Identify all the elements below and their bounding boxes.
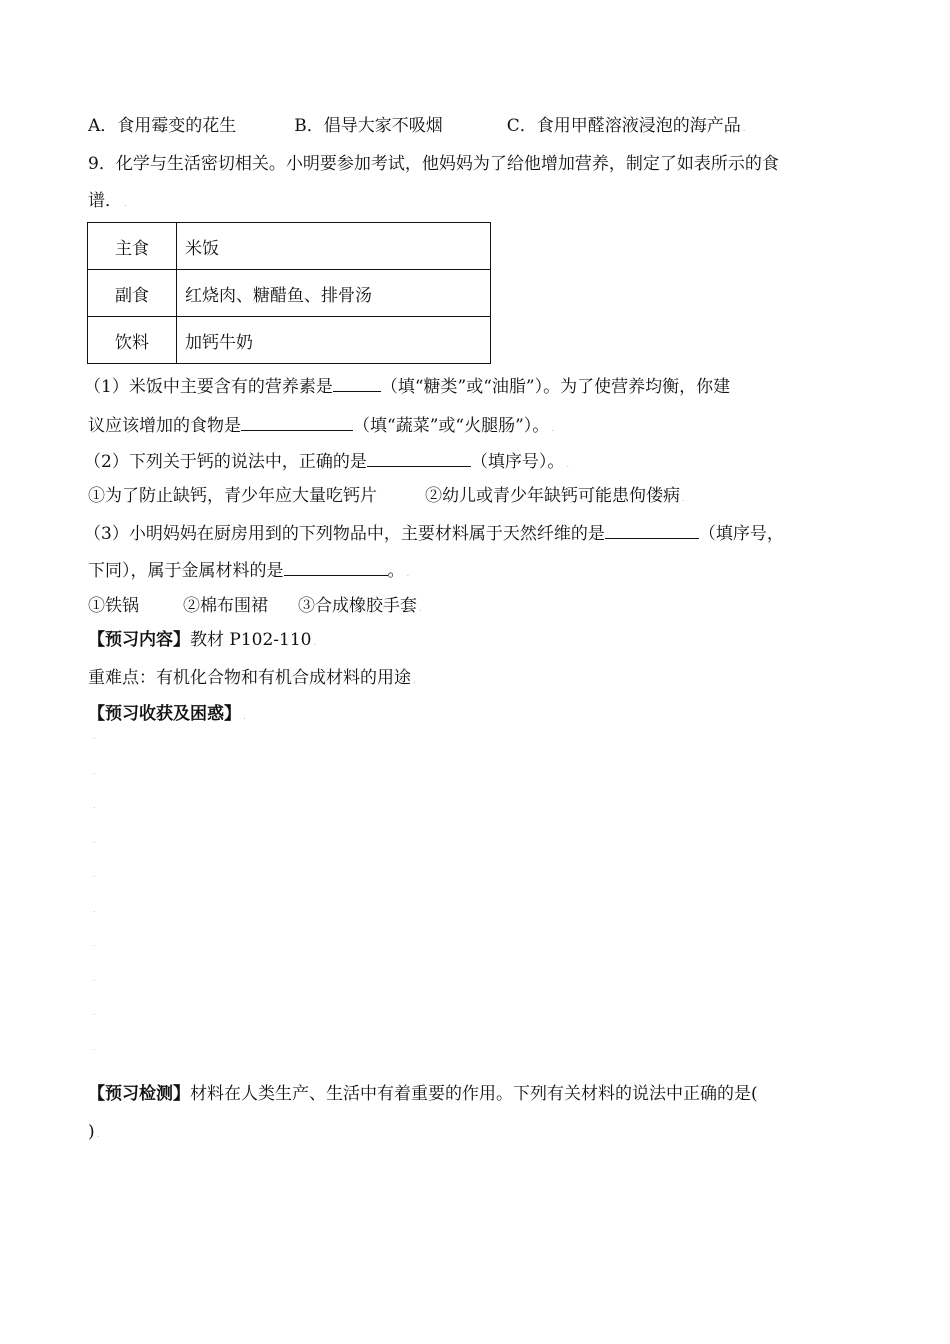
answer-blank-food[interactable] — [241, 412, 353, 431]
table-row — [88, 317, 491, 364]
part-2-options: ①为了防止缺钙，青少年应大量吃钙片 ②幼儿或青少年缺钙可能患佝偻病 . — [88, 486, 685, 506]
empty-line: . — [93, 870, 96, 879]
part-2-line: （2）下列关于钙的说法中，正确的是 （填序号）。 . — [84, 448, 569, 477]
options-row: A．食用霉变的花生 B．倡导大家不吸烟 C．食用甲醛溶液浸泡的海产品 . — [88, 116, 746, 136]
preview-content: 【预习内容】教材 P102-110 . — [88, 630, 317, 650]
answer-blank-fiber[interactable] — [605, 520, 699, 539]
empty-line: . — [93, 836, 96, 845]
question-9-stem-cont: 谱． . — [88, 191, 127, 211]
question-9-stem: 9．化学与生活密切相关。小明要参加考试，他妈妈为了给他增加营养，制定了如表所示的食 — [88, 154, 779, 174]
table-cell-items: 米饭 — [177, 223, 491, 270]
empty-line: . — [93, 732, 96, 741]
preview-check: 【预习检测】材料在人类生产、生活中有着重要的作用。下列有关材料的说法中正确的是( — [88, 1084, 758, 1104]
empty-line: . — [93, 905, 96, 914]
part-3-options: ①铁锅 ②棉布围裙 ③合成橡胶手套 . — [88, 596, 422, 616]
table-row — [88, 223, 491, 270]
empty-line: . — [93, 1043, 96, 1052]
empty-line: . — [93, 1008, 96, 1017]
table-cell-category: 主食 — [88, 223, 177, 270]
answer-blank-metal[interactable] — [284, 557, 388, 576]
part-3-line-1: （3）小明妈妈在厨房用到的下列物品中，主要材料属于天然纤维的是 （填序号， — [84, 520, 784, 546]
option-c: C．食用甲醛溶液浸泡的海产品 — [506, 116, 741, 136]
table-cell-items: 加钙牛奶 — [177, 317, 491, 364]
section-heading: 【预习收获及困惑】 — [88, 704, 241, 724]
key-points: 重难点：有机化合物和有机合成材料的用途 . — [88, 668, 416, 688]
answer-blank-calcium[interactable] — [367, 448, 471, 467]
part-1-line-1: （1）米饭中主要含有的营养素是 （填“糖类”或“油脂”）。为了使营养均衡，你建 — [84, 373, 730, 399]
empty-line: . — [93, 939, 96, 948]
option-a: A．食用霉变的花生 — [88, 116, 237, 136]
preview-check-close: ) . — [88, 1122, 100, 1142]
part-1-line-2: 议应该增加的食物是 （填“蔬菜”或“火腿肠”）。 . — [88, 412, 554, 441]
table-row — [88, 270, 491, 317]
answer-blank-nutrient[interactable] — [333, 373, 381, 392]
part-3-line-2: 下同），属于金属材料的是 。 . — [88, 557, 409, 586]
table-cell-category: 饮料 — [88, 317, 177, 364]
preview-gains: 【预习收获及困惑】 . — [88, 704, 246, 724]
empty-line: . — [93, 767, 96, 776]
empty-line: . — [93, 801, 96, 810]
table-cell-items: 红烧肉、糖醋鱼、排骨汤 — [177, 270, 491, 317]
menu-table — [87, 222, 491, 364]
empty-line: . — [93, 974, 96, 983]
option-b: B．倡导大家不吸烟 — [294, 116, 443, 136]
section-heading: 【预习检测】 — [88, 1084, 190, 1104]
table-cell-category: 副食 — [88, 270, 177, 317]
section-heading: 【预习内容】 — [88, 630, 190, 650]
